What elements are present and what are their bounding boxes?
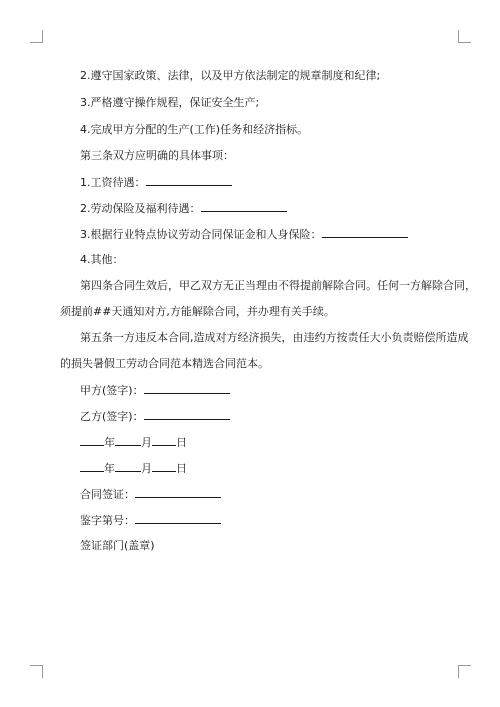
clause-item-2: 2.遵守国家政策、法律，以及甲方依法制定的规章制度和纪律; — [80, 69, 381, 82]
insurance-blank — [201, 201, 287, 212]
deposit-line — [80, 227, 408, 242]
party-a-line — [80, 383, 230, 398]
wage-line — [80, 175, 232, 190]
certify-blank — [135, 487, 221, 498]
crop-mark-bottom-right — [458, 665, 471, 678]
cert-no-blank — [135, 513, 221, 524]
article-5-line-2: 的损失暑假工劳动合同范本精选合同范本。 — [60, 357, 269, 370]
year-label: 年 — [104, 462, 115, 475]
deposit-blank — [322, 227, 408, 238]
deposit-label: 3.根据行业特点协议劳动合同保证金和人身保险： — [80, 228, 322, 241]
article-3-heading: 第三条双方应明确的具体事项： — [80, 149, 234, 162]
dept-line: 签证部门(盖章) — [80, 539, 155, 552]
month-label: 月 — [141, 462, 152, 475]
day-blank — [152, 461, 176, 472]
article-4-line-1: 第四条合同生效后，甲乙双方无正当理由不得提前解除合同。任何一方解除合同， — [80, 279, 476, 292]
party-b-blank — [144, 409, 230, 420]
day-blank — [152, 435, 176, 446]
crop-mark-top-right — [458, 30, 471, 43]
crop-mark-top-left — [30, 30, 43, 43]
day-label: 日 — [176, 436, 187, 449]
article-4-line-2: 须提前##天通知对方,方能解除合同，并办理有关手续。 — [60, 305, 335, 318]
month-blank — [115, 435, 141, 446]
insurance-line — [80, 201, 287, 216]
crop-mark-bottom-left — [30, 665, 43, 678]
month-blank — [115, 461, 141, 472]
date-line-1 — [80, 435, 187, 450]
party-b-line — [80, 409, 230, 424]
article-5-line-1: 第五条一方违反本合同,造成对方经济损失，由违约方按责任大小负责赔偿所造成 — [80, 331, 469, 344]
wage-blank — [146, 175, 232, 186]
wage-label: 1.工资待遇： — [80, 176, 146, 189]
party-b-label: 乙方(签字)： — [80, 410, 144, 423]
clause-item-4: 4.完成甲方分配的生产(工作)任务和经济指标。 — [80, 123, 309, 136]
year-blank — [80, 435, 104, 446]
insurance-label: 2.劳动保险及福利待遇： — [80, 202, 201, 215]
other-line: 4.其他： — [80, 253, 124, 266]
certify-label: 合同签证： — [80, 488, 135, 501]
cert-no-label: 鉴字第号： — [80, 514, 135, 527]
month-label: 月 — [141, 436, 152, 449]
cert-no-line — [80, 513, 221, 528]
day-label: 日 — [176, 462, 187, 475]
party-a-label: 甲方(签字)： — [80, 384, 144, 397]
year-label: 年 — [104, 436, 115, 449]
clause-item-3: 3.严格遵守操作规程，保证安全生产; — [80, 96, 260, 109]
date-line-2 — [80, 461, 187, 476]
certify-line — [80, 487, 221, 502]
year-blank — [80, 461, 104, 472]
party-a-blank — [144, 383, 230, 394]
